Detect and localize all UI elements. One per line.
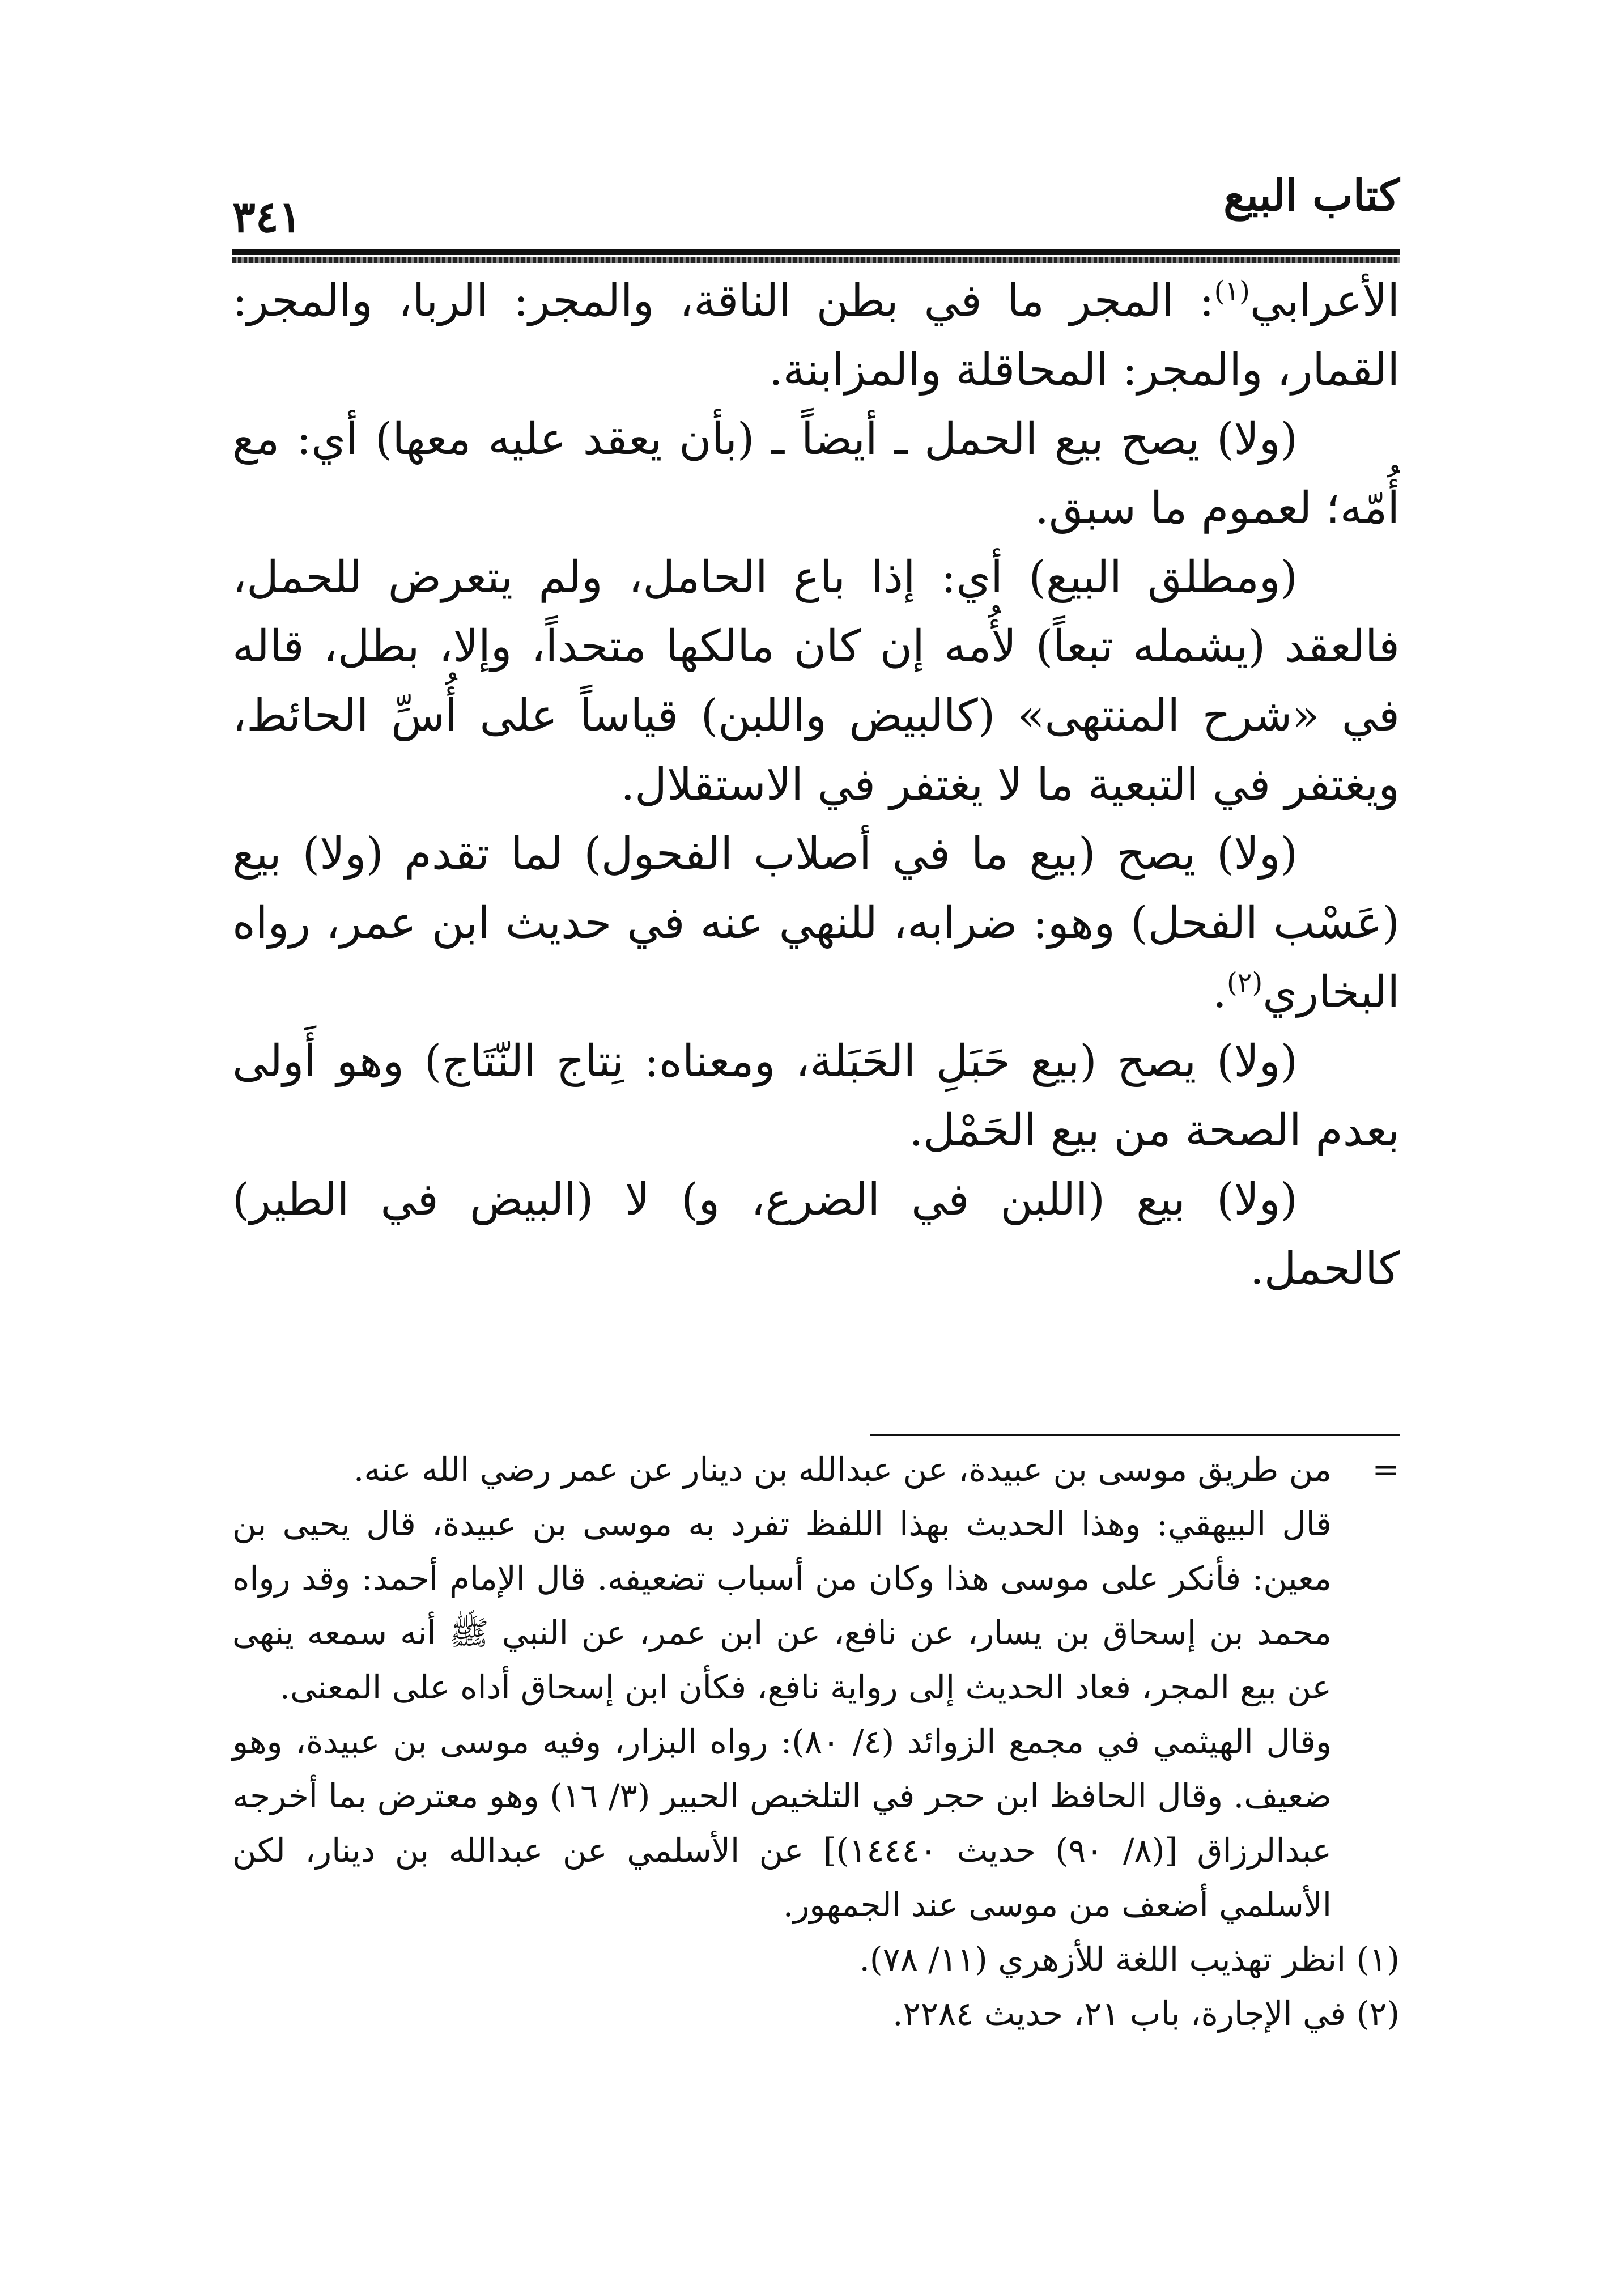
paragraph-4 [232, 819, 1400, 1027]
page-header [232, 168, 1400, 247]
p1-start: الأعرابي [1249, 275, 1400, 326]
paragraph-6: (ولا) بيع (اللبن في الضرع، و) لا (البيض في الطير) كالحمل. [232, 1174, 1400, 1294]
footnote-2: (٢) في الإجارة، باب ٢١، حديث ٢٢٨٤. [892, 1994, 1400, 2033]
footnote-separator [870, 1434, 1400, 1436]
main-text [232, 266, 1400, 1303]
page-number: ٣٤١ [232, 192, 302, 242]
paragraph-1 [232, 266, 1400, 405]
running-title: كتاب البيع [1223, 170, 1400, 220]
continuation-mark: = [1372, 1450, 1400, 1489]
footnotes [232, 1442, 1400, 2041]
footnote-cont-para-2: قال البيهقي: وهذا الحديث بهذا اللفظ تفرد به موسى بن عبيدة، قال يحيى بن معين: فأنكر على موسى هذا وكان من أسباب تضعيفه. قال الإمام أحمد: وقد رواه محمد بن إسحاق بن يسار، عن نافع، عن ابن عمر، عن النبي ﷺ أنه سمعه ينهى عن بيع المجر، فعاد الحديث إلى رواية نافع، فكأن ابن إسحاق أداه على المعنى. [232, 1505, 1332, 1706]
footnote-cont-line-1: من طريق موسى بن عبيدة، عن عبدالله بن دينار عن عمر رضي الله عنه. [353, 1450, 1332, 1489]
footnote-ref-1[interactable]: (١) [1214, 275, 1250, 307]
footnote-ref-2[interactable]: (٢) [1226, 967, 1263, 999]
header-rule [232, 249, 1400, 255]
footnote-cont-para-3: وقال الهيثمي في مجمع الزوائد (٤/ ٨٠): رواه البزار، وفيه موسى بن عبيدة، وهو ضعيف. وقال الحافظ ابن حجر في التلخيص الحبير (٣/ ١٦) وهو معترض بما أخرجه عبدالرزاق [(٨/ ٩٠) حديث ١٤٤٤٠)] عن الأسلمي عن عبدالله بن دينار، لكن الأسلمي أضعف من موسى عند الجمهور. [232, 1722, 1332, 1924]
paragraph-3: (ومطلق البيع) أي: إذا باع الحامل، ولم يتعرض للحمل، فالعقد (يشمله تبعاً) لأُمه إن كان مالكها متحداً، وإلا، بطل، قاله في «شرح المنتهى» (كالبيض واللبن) قياساً على أُسِّ الحائط، ويغتفر في التبعية ما لا يغتفر في الاستقلال. [232, 552, 1400, 810]
p4-main: (ولا) يصح (بيع ما في أصلاب الفحول) لما تقدم (ولا) بيع (عَسْب الفحل) وهو: ضرابه، للنهي عنه في حديث ابن عمر، رواه البخاري [232, 829, 1400, 1018]
p1-rest: : المجر ما في بطن الناقة، والمجر: الربا، والمجر: القمار، والمجر: المحاقلة والمزابنة. [232, 275, 1400, 396]
p4-end: . [1213, 967, 1227, 1018]
paragraph-5: (ولا) يصح (بيع حَبَلِ الحَبَلة، ومعناه: نِتاج النّتَاج) وهو أَولى بعدم الصحة من بيع الحَمْل. [232, 1036, 1400, 1156]
footnote-continuation [232, 1442, 1400, 1932]
paragraph-2: (ولا) يصح بيع الحمل ـ أيضاً ـ (بأن يعقد عليه معها) أي: مع أُمّه؛ لعموم ما سبق. [232, 414, 1400, 534]
header-rule-pattern [232, 257, 1400, 263]
footnote-1: (١) انظر تهذيب اللغة للأزهري (١١/ ٧٨). [859, 1940, 1400, 1978]
